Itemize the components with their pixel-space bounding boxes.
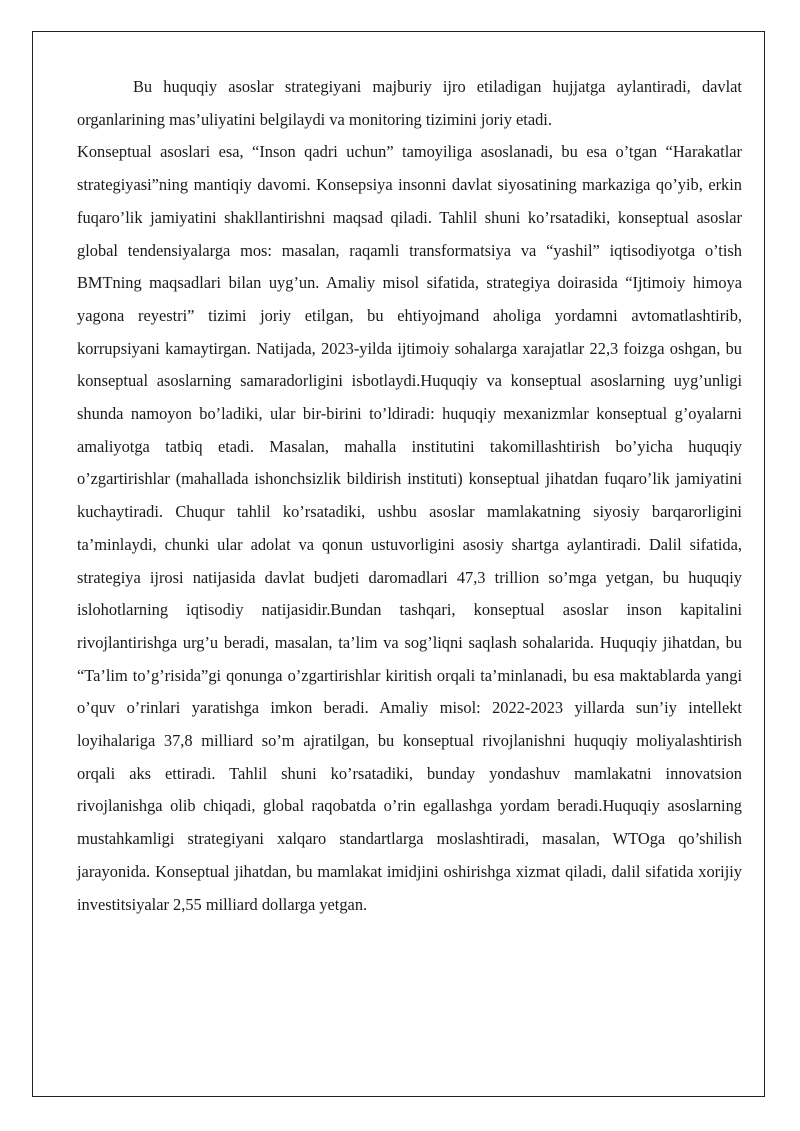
paragraph-1: Bu huquqiy asoslar strategiyani majburiy ijro etiladigan hujjatga aylantiradi, davlat organlarining mas’uliyatini belgilaydi va monitoring tizimini joriy etadi. xyxy=(77,77,742,129)
document-body xyxy=(77,71,742,921)
paragraph-2: Konseptual asoslari esa, “Inson qadri uchun” tamoyiliga asoslanadi, bu esa o’tgan “Harakatlar strategiyasi”ning mantiqiy davomi. Konsepsiya insonni davlat siyosatining markaziga qo’yib, erkin fuqaro’lik jamiyatini shakllantirishni maqsad qiladi. Tahlil shuni ko’rsatadiki, konseptual asoslar global tendensiyalarga mos: masalan, raqamli transformatsiya va “yashil” iqtisodiyotga o’tish BMTning maqsadlari bilan uyg’un. Amaliy misol sifatida, strategiya doirasida “Ijtimoiy himoya yagona reyestri” tizimi joriy etilgan, bu ehtiyojmand aholiga yordamni avtomatlashtirib, korrupsiyani kamaytirgan. Natijada, 2023-yilda ijtimoiy sohalarga xarajatlar 22,3 foizga oshgan, bu konseptual asoslarning samaradorligini isbotlaydi.Huquqiy va konseptual asoslarning uyg’unligi shunda namoyon bo’ladiki, ular bir-birini to’ldiradi: huquqiy mexanizmlar konseptual g’oyalarni amaliyotga tatbiq etadi. Masalan, mahalla institutini takomillashtirish bo’yicha huquqiy o’zgartirishlar (mahallada ishonchsizlik bildirish instituti) konseptual jihatdan fuqaro’lik jamiyatini kuchaytiradi. Chuqur tahlil ko’rsatadiki, ushbu asoslar mamlakatning siyosiy barqarorligini ta’minlaydi, chunki ular adolat va qonun ustuvorligini asosiy shartga aylantiradi. Dalil sifatida, strategiya ijrosi natijasida davlat budjeti daromadlari 47,3 trillion so’mga yetgan, bu huquqiy islohotlarning iqtisodiy natijasidir.Bundan tashqari, konseptual asoslar inson kapitalini rivojlantirishga urg’u beradi, masalan, ta’lim va sog’liqni saqlash sohalarida. Huquqiy jihatdan, bu “Ta’lim to’g’risida”gi qonunga o’zgartirishlar kiritish orqali ta’minlanadi, bu esa maktablarda yangi o’quv o’rinlari yaratishga imkon beradi. Amaliy misol: 2022-2023 yillarda sun’iy intellekt loyihalariga 37,8 milliard so’m ajratilgan, bu konseptual rivojlanishni huquqiy moliyalashtirish orqali aks ettiradi. Tahlil shuni ko’rsatadiki, bunday yondashuv mamlakatni innovatsion rivojlanishga olib chiqadi, global raqobatda o’rin egallashga yordam beradi.Huquqiy asoslarning mustahkamligi strategiyani xalqaro standartlarga moslashtiradi, masalan, WTOga qo’shilish jarayonida. Konseptual jihatdan, bu mamlakat imidjini oshirishga xizmat qiladi, dalil sifatida xorijiy investitsiyalar 2,55 milliard dollarga yetgan. xyxy=(77,142,742,914)
